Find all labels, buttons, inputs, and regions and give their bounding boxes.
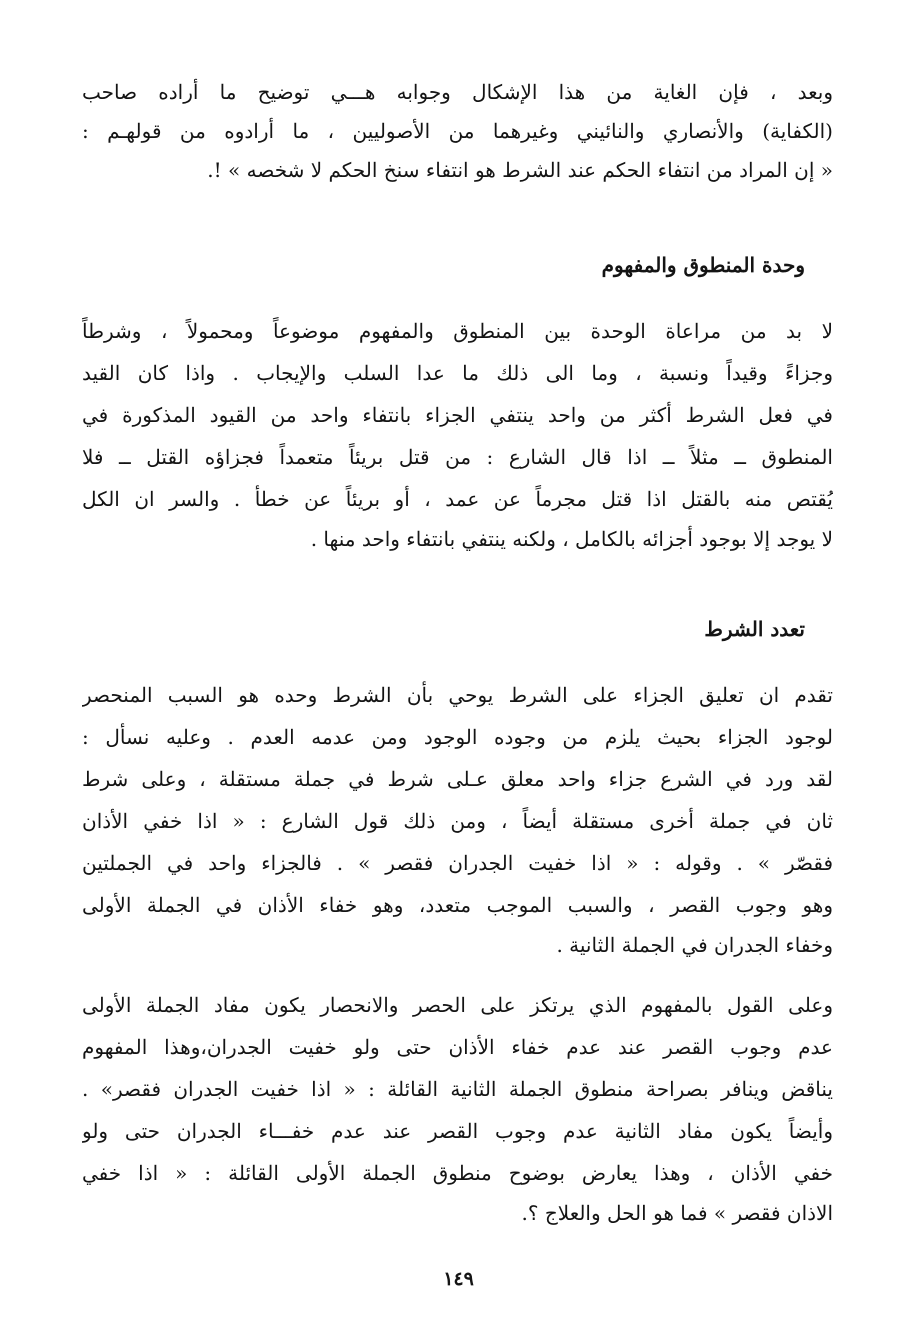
- paragraph-4-line-6: الاذان فقصر » فما هو الحل والعلاج ؟.: [521, 1201, 833, 1225]
- paragraph-3-line-4: ثان في جملة أخرى مستقلة أيضاً ، ومن ذلك قول الشارع : « اذا خفي الأذان: [82, 809, 833, 833]
- paragraph-3-line-3: لقد ورد في الشرع جزاء واحد معلق عـلى شرط في جملة مستقلة ، وعلى شرط: [82, 767, 833, 791]
- paragraph-2-line-3: في فعل الشرط أكثر من واحد ينتفي الجزاء بانتفاء واحد من القيود المذكورة في: [82, 403, 833, 427]
- paragraph-4-line-5: خفي الأذان ، وهذا يعارض بوضوح منطوق الجملة الأولى القائلة : « اذا خفي: [82, 1161, 833, 1185]
- paragraph-4-line-3: يناقض وينافر بصراحة منطوق الجملة الثانية القائلة : « اذا خفيت الجدران فقصر» .: [82, 1077, 833, 1101]
- paragraph-4-line-4: وأيضاً يكون مفاد الثانية عدم وجوب القصر عند عدم خفـــاء الجدران حتى ولو: [82, 1119, 833, 1143]
- paragraph-3-line-6: وهو وجوب القصر ، والسبب الموجب متعدد، وهو خفاء الأذان في الجملة الأولى: [82, 893, 833, 917]
- paragraph-4-line-1: وعلى القول بالمفهوم الذي يرتكز على الحصر والانحصار يكون مفاد الجملة الأولى: [82, 993, 833, 1017]
- section-heading-unity-of-stated-and-implied: وحدة المنطوق والمفهوم: [601, 253, 805, 277]
- paragraph-1-line-3: « إن المراد من انتفاء الحكم عند الشرط هو انتفاء سنخ الحكم لا شخصه » !.: [207, 158, 833, 182]
- paragraph-3-line-5: فقصّر » . وقوله : « اذا خفيت الجدران فقصر » . فالجزاء واحد في الجملتين: [82, 851, 833, 875]
- paragraph-3-line-2: لوجود الجزاء بحيث يلزم من وجوده الوجود ومن عدمه العدم . وعليه نسأل :: [82, 725, 833, 749]
- paragraph-4-line-2: عدم وجوب القصر عند عدم خفاء الأذان حتى ولو خفيت الجدران،وهذا المفهوم: [82, 1035, 833, 1059]
- page-number: ١٤٩: [443, 1268, 474, 1290]
- paragraph-2-line-1: لا بد من مراعاة الوحدة بين المنطوق والمفهوم موضوعاً ومحمولاً ، وشرطاً: [82, 319, 833, 343]
- paragraph-2-line-4: المنطوق ــ مثلاً ــ اذا قال الشارع : من قتل بريئاً متعمداً فجزاؤه القتل ــ فلا: [82, 445, 833, 469]
- paragraph-1-line-2: (الكفاية) والأنصاري والنائيني وغيرهما من الأصوليين ، ما أرادوه من قولهـم :: [82, 119, 833, 143]
- paragraph-2-line-2: وجزاءً وقيداً ونسبة ، وما الى ذلك ما عدا السلب والإيجاب . واذا كان القيد: [82, 361, 833, 385]
- section-heading-multiple-conditions: تعدد الشرط: [704, 617, 805, 641]
- paragraph-3-line-7: وخفاء الجدران في الجملة الثانية .: [556, 933, 833, 957]
- paragraph-1-line-1: وبعد ، فإن الغاية من هذا الإشكال وجوابه هـــي توضيح ما أراده صاحب: [82, 80, 833, 104]
- paragraph-2-line-5: يُقتص منه بالقتل اذا قتل مجرماً عن عمد ، أو بريئاً عن خطأ . والسر ان الكل: [82, 487, 833, 511]
- paragraph-3-line-1: تقدم ان تعليق الجزاء على الشرط يوحي بأن الشرط وحده هو السبب المنحصر: [82, 683, 833, 707]
- paragraph-2-line-6: لا يوجد إلا بوجود أجزائه بالكامل ، ولكنه ينتفي بانتفاء واحد منها .: [310, 527, 833, 551]
